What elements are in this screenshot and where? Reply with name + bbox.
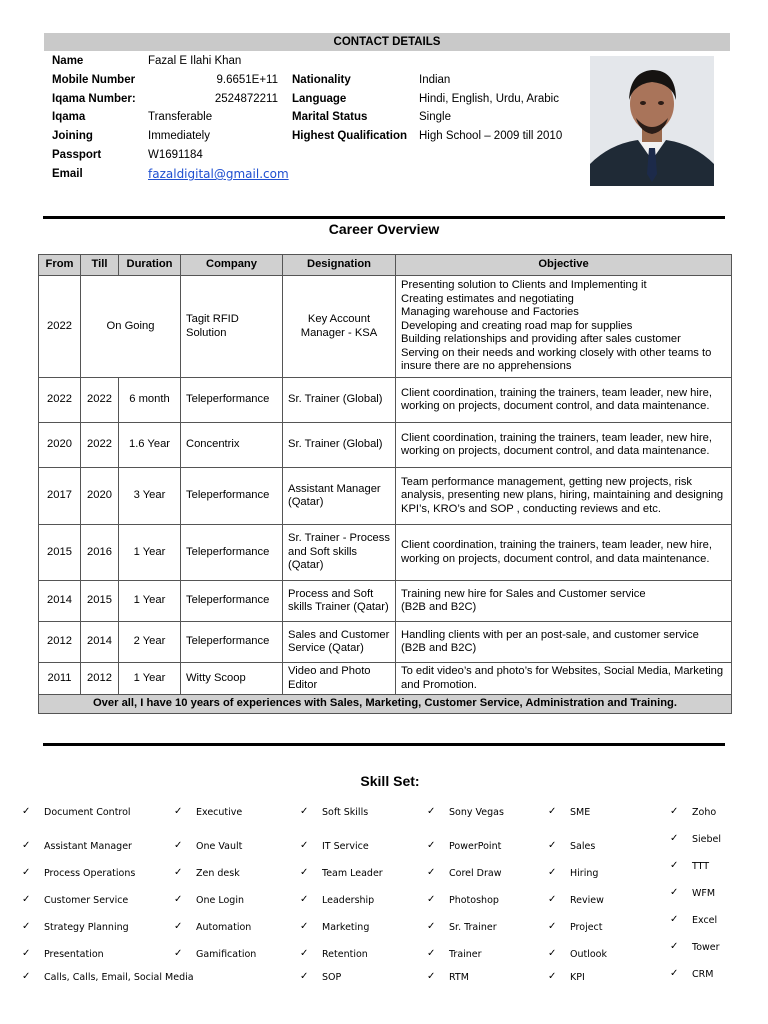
skill-item: Leadership xyxy=(322,895,375,906)
cell-duration: 3 Year xyxy=(119,468,181,525)
career-table-header-row xyxy=(39,255,732,276)
contact-label: Iqama xyxy=(52,111,86,123)
table-row xyxy=(39,423,732,468)
cell-designation: Sr. Trainer (Global) xyxy=(283,423,396,468)
check-icon: ✓ xyxy=(670,860,679,871)
cell-till: 2014 xyxy=(81,622,119,663)
contact-label: Joining xyxy=(52,130,93,142)
cell-objective: Handling clients with per an post-sale, and customer service (B2B and B2C) xyxy=(396,622,732,663)
check-icon: ✓ xyxy=(670,968,679,979)
divider-top xyxy=(43,216,725,219)
cell-duration: 1 Year xyxy=(119,663,181,695)
profile-photo xyxy=(590,56,714,186)
skill-item: Automation xyxy=(196,922,252,933)
cell-till: 2015 xyxy=(81,581,119,622)
col-header-from: From xyxy=(39,255,81,276)
skill-item: Hiring xyxy=(570,868,599,879)
check-icon: ✓ xyxy=(670,887,679,898)
skill-item: Document Control xyxy=(44,807,131,818)
cell-designation: Sales and Customer Service (Qatar) xyxy=(283,622,396,663)
cell-designation: Video and Photo Editor xyxy=(283,663,396,695)
col-header-company: Company xyxy=(181,255,283,276)
check-icon: ✓ xyxy=(174,867,183,878)
cell-company: Teleperformance xyxy=(181,622,283,663)
check-icon: ✓ xyxy=(300,806,309,817)
skill-item: Presentation xyxy=(44,949,104,960)
cell-company: Witty Scoop xyxy=(181,663,283,695)
cell-till: 2012 xyxy=(81,663,119,695)
cell-designation: Sr. Trainer (Global) xyxy=(283,378,396,423)
check-icon: ✓ xyxy=(22,921,31,932)
skill-item: Tower xyxy=(692,942,720,953)
cell-from: 2014 xyxy=(39,581,81,622)
check-icon: ✓ xyxy=(670,806,679,817)
cell-objective: To edit video’s and photo’s for Websites, Social Media, Marketing and Promotion. xyxy=(396,663,732,695)
cell-from: 2017 xyxy=(39,468,81,525)
skill-item: PowerPoint xyxy=(449,841,502,852)
cell-company: Teleperformance xyxy=(181,581,283,622)
check-icon: ✓ xyxy=(22,806,31,817)
contact-value: W1691184 xyxy=(148,149,203,161)
table-row xyxy=(39,525,732,581)
skill-item: Executive xyxy=(196,807,243,818)
check-icon: ✓ xyxy=(22,894,31,905)
cell-company: Teleperformance xyxy=(181,468,283,525)
check-icon: ✓ xyxy=(22,840,31,851)
skill-item: Process Operations xyxy=(44,868,136,879)
skill-item: WFM xyxy=(692,888,716,899)
check-icon: ✓ xyxy=(174,840,183,851)
skill-item: Soft Skills xyxy=(322,807,369,818)
check-icon: ✓ xyxy=(548,921,557,932)
contact-value: 9.6651E+11 xyxy=(216,74,278,86)
cell-till: 2020 xyxy=(81,468,119,525)
cell-objective: Team performance management, getting new projects, risk analysis, presenting new plans, hiring, maintaining and designing KPI’s, KRO’s and SOP , conducting reviews and etc. xyxy=(396,468,732,525)
cell-till: 2016 xyxy=(81,525,119,581)
contact-label: Language xyxy=(292,93,347,105)
skill-item: Sales xyxy=(570,841,596,852)
cell-duration: 6 month xyxy=(119,378,181,423)
skill-item: Project xyxy=(570,922,603,933)
skill-item: CRM xyxy=(692,969,714,980)
check-icon: ✓ xyxy=(174,948,183,959)
cell-duration: 1.6 Year xyxy=(119,423,181,468)
cell-duration: 1 Year xyxy=(119,525,181,581)
check-icon: ✓ xyxy=(300,867,309,878)
cell-company: Teleperformance xyxy=(181,525,283,581)
skill-item: One Login xyxy=(196,895,244,906)
table-row xyxy=(39,276,732,378)
cell-company: Teleperformance xyxy=(181,378,283,423)
check-icon: ✓ xyxy=(427,921,436,932)
check-icon: ✓ xyxy=(548,971,557,982)
check-icon: ✓ xyxy=(670,941,679,952)
check-icon: ✓ xyxy=(427,894,436,905)
check-icon: ✓ xyxy=(427,840,436,851)
cell-objective: Presenting solution to Clients and Implementing it Creating estimates and negotiating Managing warehouse and Factories Developing and creating road map for supplies Building relationships and providing after sales customer Serving on their needs and working closely with other teams to insure there are no apprehensions xyxy=(396,276,732,378)
check-icon: ✓ xyxy=(22,971,31,982)
check-icon: ✓ xyxy=(427,971,436,982)
skill-item: Calls, Calls, Email, Social Media xyxy=(44,972,194,983)
skill-item: Gamification xyxy=(196,949,257,960)
skill-item: TTT xyxy=(692,861,710,872)
cell-designation: Assistant Manager (Qatar) xyxy=(283,468,396,525)
skill-item: Strategy Planning xyxy=(44,922,129,933)
skill-item: Zen desk xyxy=(196,868,240,879)
check-icon: ✓ xyxy=(427,867,436,878)
skill-item: RTM xyxy=(449,972,469,983)
contact-label: Name xyxy=(52,55,84,67)
skill-item: Siebel xyxy=(692,834,722,845)
email-link[interactable]: fazaldigital@gmail.com xyxy=(148,167,289,181)
check-icon: ✓ xyxy=(548,894,557,905)
divider-bottom xyxy=(43,743,725,746)
cell-objective: Client coordination, training the trainers, team leader, new hire, working on projects, document control, and data maintenance. xyxy=(396,423,732,468)
cell-designation: Sr. Trainer - Process and Soft skills (Qatar) xyxy=(283,525,396,581)
skill-item: Trainer xyxy=(449,949,482,960)
cell-objective: Training new hire for Sales and Customer service (B2B and B2C) xyxy=(396,581,732,622)
cell-from: 2011 xyxy=(39,663,81,695)
skill-item: Assistant Manager xyxy=(44,841,132,852)
check-icon: ✓ xyxy=(548,948,557,959)
skill-item: Outlook xyxy=(570,949,607,960)
table-row xyxy=(39,468,732,525)
career-summary-row xyxy=(39,695,732,714)
skill-item: Sony Vegas xyxy=(449,807,504,818)
check-icon: ✓ xyxy=(548,840,557,851)
contact-label: Passport xyxy=(52,149,102,161)
cell-objective: Client coordination, training the trainers, team leader, new hire, working on projects, document control, and data maintenance. xyxy=(396,525,732,581)
check-icon: ✓ xyxy=(300,840,309,851)
check-icon: ✓ xyxy=(548,806,557,817)
cell-designation: Key Account Manager - KSA xyxy=(283,276,396,378)
contact-label: Highest Qualification xyxy=(292,130,408,142)
contact-label: Email xyxy=(52,168,83,180)
cell-from: 2012 xyxy=(39,622,81,663)
check-icon: ✓ xyxy=(174,921,183,932)
skill-item: Excel xyxy=(692,915,718,926)
contact-label: Iqama Number: xyxy=(52,93,136,105)
cell-duration: 1 Year xyxy=(119,581,181,622)
skill-item: Corel Draw xyxy=(449,868,502,879)
cell-company: Tagit RFID Solution xyxy=(181,276,283,378)
check-icon: ✓ xyxy=(22,867,31,878)
check-icon: ✓ xyxy=(427,806,436,817)
col-header-till: Till xyxy=(81,255,119,276)
cell-designation: Process and Soft skills Trainer (Qatar) xyxy=(283,581,396,622)
contact-label: Nationality xyxy=(292,74,351,86)
contact-value: High School – 2009 till 2010 xyxy=(419,130,563,142)
skill-item: SOP xyxy=(322,972,342,983)
col-header-duration: Duration xyxy=(119,255,181,276)
skill-item: Sr. Trainer xyxy=(449,922,497,933)
check-icon: ✓ xyxy=(22,948,31,959)
career-summary: Over all, I have 10 years of experiences with Sales, Marketing, Customer Service, Administration and Training. xyxy=(39,695,732,714)
career-table xyxy=(38,254,732,714)
skill-item: Review xyxy=(570,895,604,906)
cell-from: 2015 xyxy=(39,525,81,581)
check-icon: ✓ xyxy=(548,867,557,878)
col-header-objective: Objective xyxy=(396,255,732,276)
contact-label: Marital Status xyxy=(292,111,368,123)
skill-item: Photoshop xyxy=(449,895,499,906)
contact-label: Mobile Number xyxy=(52,74,136,86)
skill-item: Retention xyxy=(322,949,368,960)
table-row xyxy=(39,622,732,663)
check-icon: ✓ xyxy=(670,833,679,844)
col-header-designation: Designation xyxy=(283,255,396,276)
skill-item: Customer Service xyxy=(44,895,129,906)
contact-value: Single xyxy=(419,111,451,123)
cell-objective: Client coordination, training the trainers, team leader, new hire, working on projects, document control, and data maintenance. xyxy=(396,378,732,423)
check-icon: ✓ xyxy=(174,894,183,905)
contact-value: Fazal E Ilahi Khan xyxy=(148,55,242,67)
skill-item: Team Leader xyxy=(322,868,383,879)
contact-value: Transferable xyxy=(148,111,213,123)
check-icon: ✓ xyxy=(670,914,679,925)
check-icon: ✓ xyxy=(300,921,309,932)
cell-company: Concentrix xyxy=(181,423,283,468)
check-icon: ✓ xyxy=(300,894,309,905)
skill-item: SME xyxy=(570,807,591,818)
contact-value: Hindi, English, Urdu, Arabic xyxy=(419,93,559,105)
cell-duration: 2 Year xyxy=(119,622,181,663)
skill-item: IT Service xyxy=(322,841,369,852)
check-icon: ✓ xyxy=(300,948,309,959)
table-row xyxy=(39,581,732,622)
cell-till: 2022 xyxy=(81,423,119,468)
table-row xyxy=(39,663,732,695)
check-icon: ✓ xyxy=(427,948,436,959)
skill-item: KPI xyxy=(570,972,585,983)
skill-item: Zoho xyxy=(692,807,717,818)
cell-duration: On Going xyxy=(81,276,181,378)
contact-value: Immediately xyxy=(148,130,210,142)
skill-item: One Vault xyxy=(196,841,243,852)
cell-from: 2022 xyxy=(39,276,81,378)
cell-from: 2022 xyxy=(39,378,81,423)
skill-set-title: Skill Set: xyxy=(360,773,420,789)
skill-item: Marketing xyxy=(322,922,370,933)
contact-value: 2524872211 xyxy=(214,93,278,105)
check-icon: ✓ xyxy=(174,806,183,817)
career-overview-title: Career Overview xyxy=(328,221,440,237)
contact-value: Indian xyxy=(419,74,451,86)
cell-from: 2020 xyxy=(39,423,81,468)
contact-details-header: CONTACT DETAILS xyxy=(44,33,730,51)
check-icon: ✓ xyxy=(300,971,309,982)
cell-till: 2022 xyxy=(81,378,119,423)
table-row xyxy=(39,378,732,423)
